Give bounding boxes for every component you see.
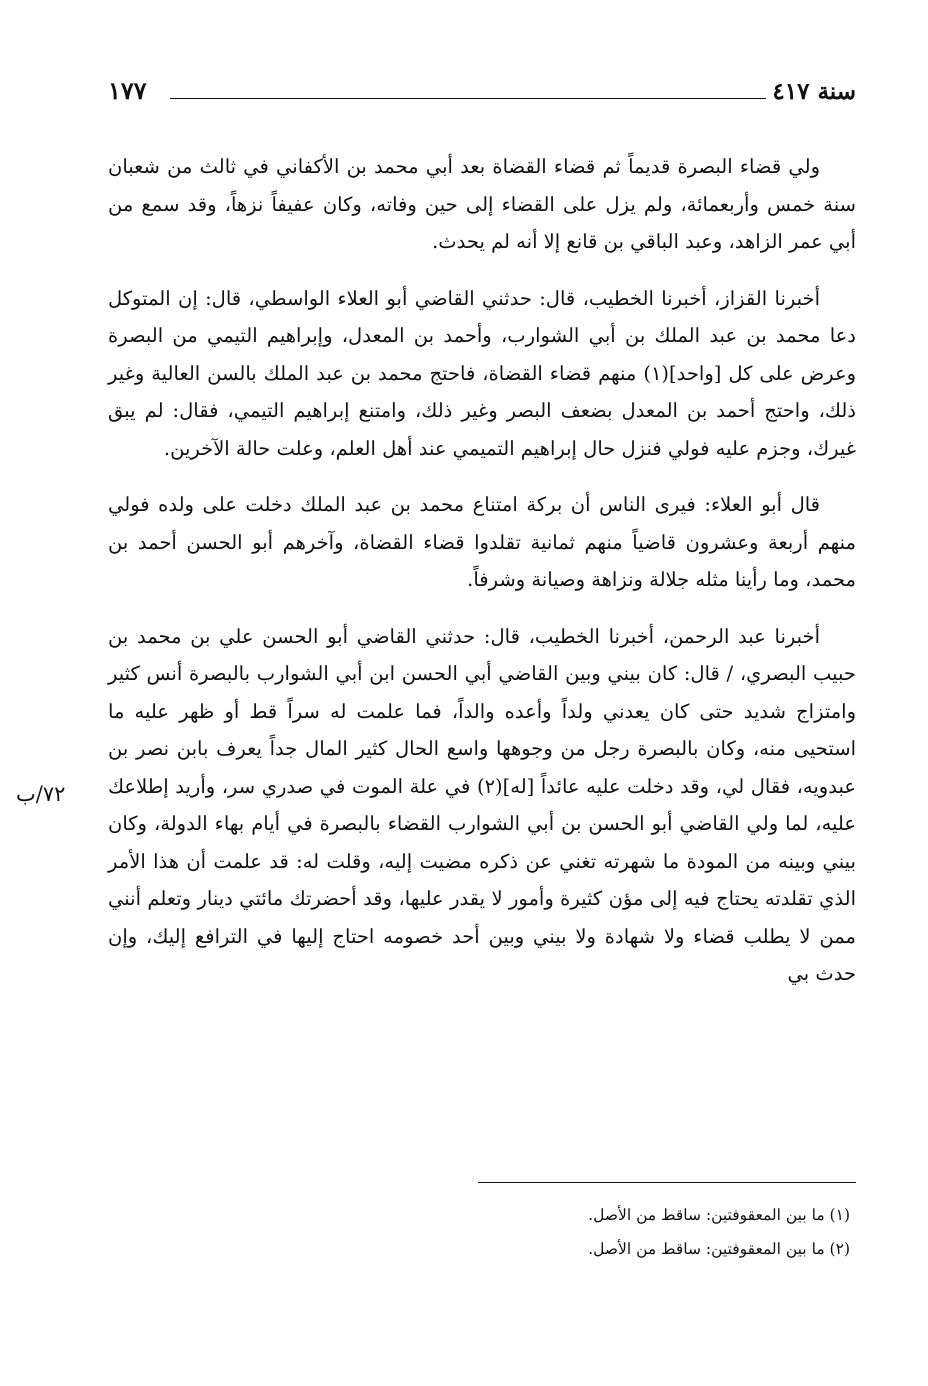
header-year-label: سنة ٤١٧: [772, 78, 856, 105]
body-text: [108, 148, 856, 993]
paragraph: قال أبو العلاء: فيرى الناس أن بركة امتناع محمد بن عبد الملك دخلت على ولده فولي منهم أربعة وعشرون قاضياً منهم ثمانية تقلدوا قضاء القضاة، وآخرهم أبو الحسن أحمد بن محمد، وما رأينا مثله جلالة ونزاهة وصيانة وشرفاً.: [108, 493, 856, 591]
footnote: (٢) ما بين المعقوفتين: ساقط من الأصل.: [588, 1240, 850, 1258]
header-rule: [170, 98, 766, 99]
page-number: ١٧٧: [108, 76, 147, 105]
manuscript-folio-note: ٧٢/ب: [16, 782, 66, 806]
footnote-rule: [478, 1182, 856, 1183]
footnote: (١) ما بين المعقوفتين: ساقط من الأصل.: [588, 1206, 850, 1224]
paragraph: ولي قضاء البصرة قديماً ثم قضاء القضاة بعد أبي محمد بن الأكفاني في ثالث من شعبان سنة خمس وأربعمائة، ولم يزل على القضاء إلى حين وفاته، وكان عفيفاً نزهاً، وقد سمع من أبي عمر الزاهد، وعبد الباقي بن قانع إلا أنه لم يحدث.: [108, 155, 856, 253]
running-header: [108, 74, 856, 114]
footnotes: [110, 1198, 850, 1266]
paragraph: أخبرنا عبد الرحمن، أخبرنا الخطيب، قال: حدثني القاضي أبو الحسن علي بن محمد بن حبيب البصري، / قال: كان بيني وبين القاضي أبي الحسن ابن أبي الشوارب بالبصرة أنس كثير وامتزاج شديد حتى كان يعدني ولداً وأعده والداً، فما علمت له سراً قط أو ظهر عليه ما استحيى منه، وكان بالبصرة رجل من وجوهها واسع الحال كثير المال جداً يعرف بابن نصر بن عبدويه، فقال لي، وقد دخلت عليه عائداً [له](٢) في علة الموت في صدري سر، وأريد إطلاعك عليه، لما ولي القاضي أبو الحسن بن أبي الشوارب القضاء بالبصرة في أيام بهاء الدولة، وكان بيني وبينه من المودة ما شهرته تغني عن ذكره مضيت إليه، وقلت له: قد علمت أن هذا الأمر الذي تقلدته يحتاج فيه إلى مؤن كثيرة وأمور لا يقدر عليها، وقد أحضرتك مائتي دينار وتعلم أنني ممن لا يطلب قضاء ولا شهادة ولا بيني وبين أحد خصومه احتاج إليها في الترافع إليك، وإن حدث بي: [108, 624, 856, 985]
paragraph: أخبرنا القزاز، أخبرنا الخطيب، قال: حدثني القاضي أبو العلاء الواسطي، قال: إن المتوكل دعا محمد بن عبد الملك بن أبي الشوارب، وأحمد بن المعدل، وإبراهيم التيمي من البصرة وعرض على كل [واحد](١) منهم قضاء القضاة، فاحتج محمد بن عبد الملك بالسن العالية وغير ذلك، واحتج أحمد بن المعدل بضعف البصر وغير ذلك، وامتنع إبراهيم التيمي، فقال: لم يبق غيرك، وجزم عليه فولي فنزل حال إبراهيم التميمي عند أهل العلم، وعلت حالة الآخرين.: [108, 286, 856, 460]
